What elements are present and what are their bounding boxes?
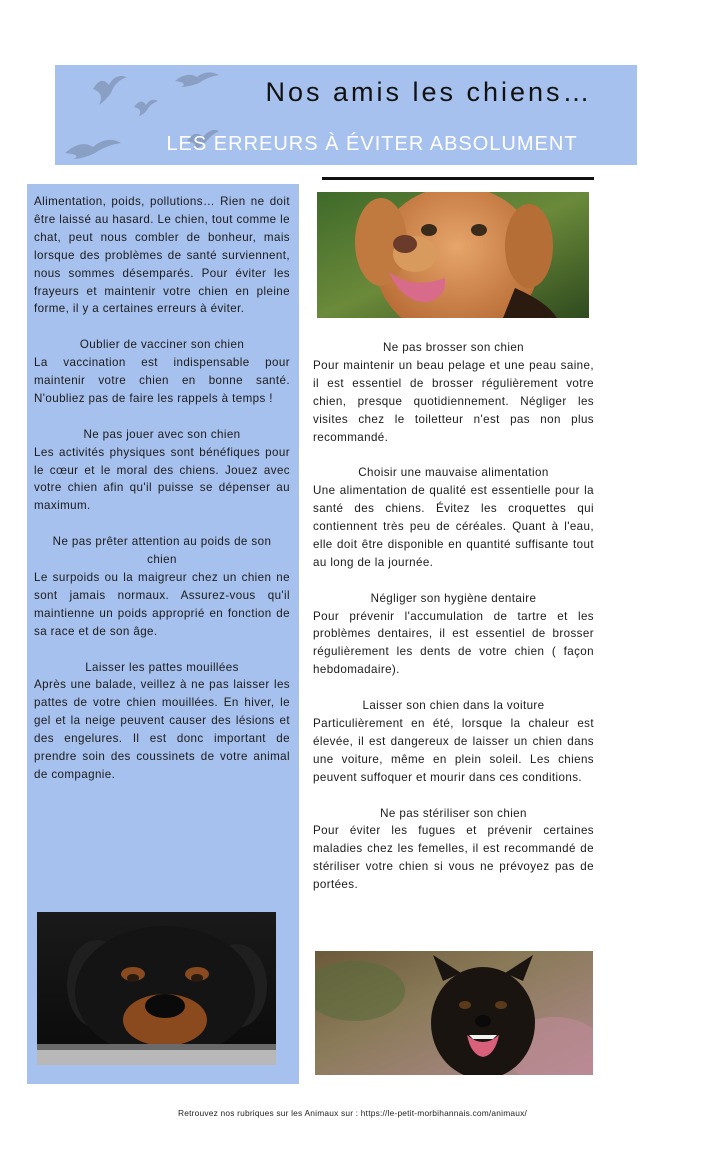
section-body: Particulièrement en été, lorsque la chaleur est élevée, il est dangereux de laisser un chien dans une voiture, même en plein soleil. Les chiens peuvent suffoquer et mourir dans ces conditions. bbox=[313, 716, 594, 784]
section-body: Pour prévenir l'accumulation de tartre et les problèmes dentaires, il est essentiel de brosser régulièrement les dents de votre chien ( façon hebdomadaire). bbox=[313, 609, 594, 677]
section-heading: Ne pas jouer avec son chien bbox=[83, 427, 241, 441]
section-heading: Laisser son chien dans la voiture bbox=[362, 699, 545, 713]
intro-paragraph: Alimentation, poids, pollutions… Rien ne doit être laissé au hasard. Le chien, tout comme le chat, peut nous combler de bonheur, mais lorsque des problèmes de santé surviennent, nous sommes désemparés. Pour éviter les frayeurs et maintenir votre chien en pleine forme, il y a certaines erreurs à éviter. bbox=[34, 195, 290, 316]
section-body: Pour maintenir un beau pelage et une peau saine, il est essentiel de brosser régulièrement votre chien, presque quotidiennement. Négliger les visites chez le toiletteur n'est pas non plus recommandé. bbox=[313, 358, 594, 444]
divider bbox=[322, 177, 594, 180]
right-column-text bbox=[313, 339, 594, 894]
rottweiler-photo bbox=[37, 912, 276, 1065]
header-banner bbox=[55, 65, 637, 165]
section-body: Après une balade, veillez à ne pas laisser les pattes de votre chien mouillées. En hiver, le gel et la neige peuvent causer des lésions et des engelures. Il est donc important de prendre soin des coussinets de votre animal de compagnie. bbox=[34, 678, 290, 781]
footer-text: Retrouvez nos rubriques sur les Animaux sur : https://le-petit-morbihannais.com/animaux/ bbox=[177, 1108, 528, 1118]
section-body: Une alimentation de qualité est essentielle pour la santé des chiens. Évitez les croquettes qui contiennent très peu de céréales. Quant à l'eau, elle doit être disponible en quantité suffisante tout au long de la journée. bbox=[313, 484, 594, 569]
left-column-text bbox=[34, 193, 290, 784]
section-heading: Oublier de vacciner son chien bbox=[79, 338, 245, 352]
black-dog-photo bbox=[315, 951, 593, 1075]
section-body: Le surpoids ou la maigreur chez un chien ne sont jamais normaux. Assurez-vous qu'il maintienne un poids approprié en fonction de sa race et de son âge. bbox=[34, 570, 290, 638]
section-heading: Ne pas stériliser son chien bbox=[380, 806, 527, 820]
bird-icon bbox=[91, 71, 131, 107]
section-heading: Choisir une mauvaise alimentation bbox=[358, 466, 549, 480]
section-body: Les activités physiques sont bénéfiques pour le cœur et le moral des chiens. Jouez avec votre chien afin qu'il puisse se dépenser au maximum. bbox=[34, 445, 290, 513]
section-heading: Ne pas prêter attention au poids de son chien bbox=[52, 535, 272, 567]
section-heading: Laisser les pattes mouillées bbox=[85, 660, 239, 674]
bird-icon bbox=[173, 67, 221, 89]
section-heading: Ne pas brosser son chien bbox=[382, 341, 525, 354]
section-body: La vaccination est indispensable pour maintenir votre chien en bonne santé. N'oubliez pas de faire les rappels à temps ! bbox=[34, 356, 290, 405]
page-subtitle: LES ERREURS À ÉVITER ABSOLUMENT bbox=[166, 133, 578, 155]
page-title: Nos amis les chiens… bbox=[265, 77, 593, 107]
golden-dog-photo bbox=[317, 192, 589, 318]
bird-icon bbox=[133, 95, 159, 117]
section-heading: Négliger son hygiène dentaire bbox=[370, 591, 537, 605]
section-body: Pour éviter les fugues et prévenir certaines maladies chez les femelles, il est recommandé de stériliser votre chien si vous ne prévoyez pas de portées. bbox=[313, 824, 594, 892]
